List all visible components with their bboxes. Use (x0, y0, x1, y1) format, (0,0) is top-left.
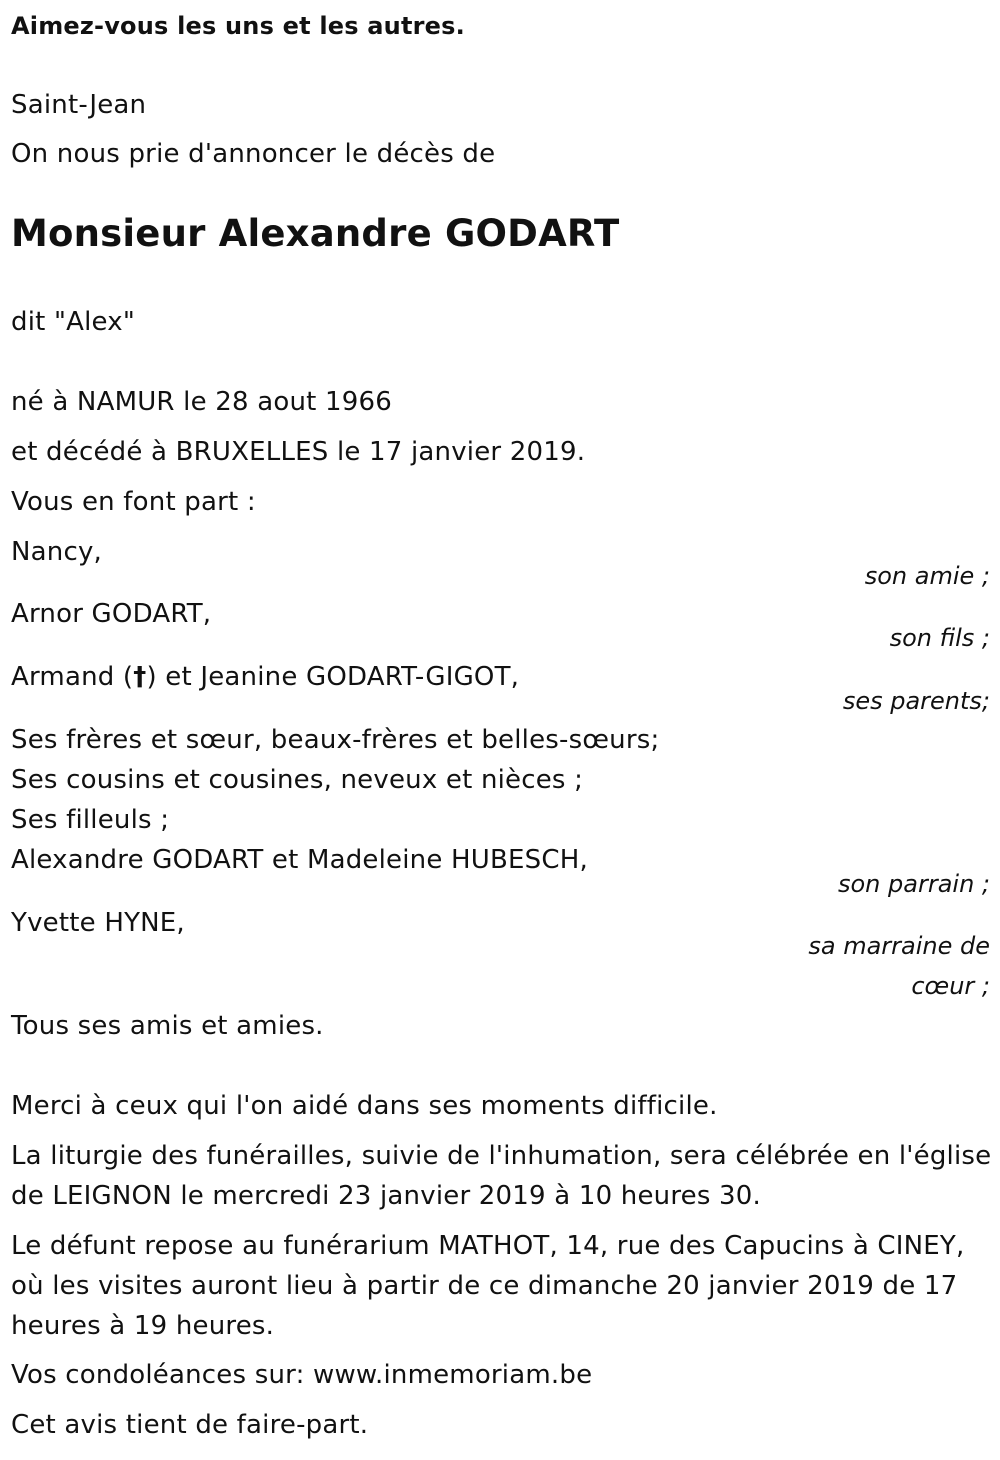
godparent-role: cœur ; (911, 972, 990, 1000)
deceased-name: Monsieur Alexandre GODART (11, 212, 620, 255)
death-info: et décédé à BRUXELLES le 17 janvier 2019. (11, 437, 586, 467)
family-member-role: ses parents; (842, 687, 990, 715)
birth-info: né à NAMUR le 28 aout 1966 (11, 387, 392, 417)
relatives-line: Ses cousins et cousines, neveux et nièces ; (11, 765, 584, 795)
motto: Aimez-vous les uns et les autres. (11, 12, 465, 40)
friends-line: Tous ses amis et amies. (11, 1011, 324, 1041)
thanks-line: Merci à ceux qui l'on aidé dans ses moments difficile. (11, 1091, 718, 1121)
repose-line: Le défunt repose au funérarium MATHOT, 14, rue des Capucins à CINEY, (11, 1231, 965, 1261)
liturgy-line: La liturgie des funérailles, suivie de l'inhumation, sera célébrée en l'église (11, 1141, 992, 1171)
name-part: ) et Jeanine GODART-GIGOT, (146, 662, 520, 692)
cross-icon: † (133, 662, 147, 692)
announce-text: Vous en font part : (11, 487, 256, 517)
liturgy-line: de LEIGNON le mercredi 23 janvier 2019 à 10 heures 30. (11, 1181, 761, 1211)
family-member-role: son amie ; (864, 562, 990, 590)
family-member-name (11, 661, 519, 693)
repose-line: où les visites auront lieu à partir de ce dimanche 20 janvier 2019 de 17 (11, 1271, 958, 1301)
repose-line: heures à 19 heures. (11, 1311, 275, 1341)
godparent-role: sa marraine de (808, 932, 990, 960)
name-part: Armand ( (11, 662, 134, 692)
place: Saint-Jean (11, 90, 147, 120)
condolences-line: Vos condoléances sur: www.inmemoriam.be (11, 1360, 593, 1390)
family-member-name: Nancy, (11, 537, 103, 567)
godparent-name: Yvette HYNE, (11, 908, 185, 938)
relatives-line: Ses frères et sœur, beaux-frères et belles-sœurs; (11, 725, 660, 755)
godparent-role: son parrain ; (837, 870, 990, 898)
family-member-role: son fils ; (889, 624, 990, 652)
relatives-line: Ses filleuls ; (11, 805, 170, 835)
godparent-name: Alexandre GODART et Madeleine HUBESCH, (11, 845, 588, 875)
closing-line: Cet avis tient de faire-part. (11, 1410, 369, 1440)
deceased-nickname: dit "Alex" (11, 307, 136, 337)
intro-text: On nous prie d'annoncer le décès de (11, 139, 496, 169)
family-member-name: Arnor GODART, (11, 599, 212, 629)
